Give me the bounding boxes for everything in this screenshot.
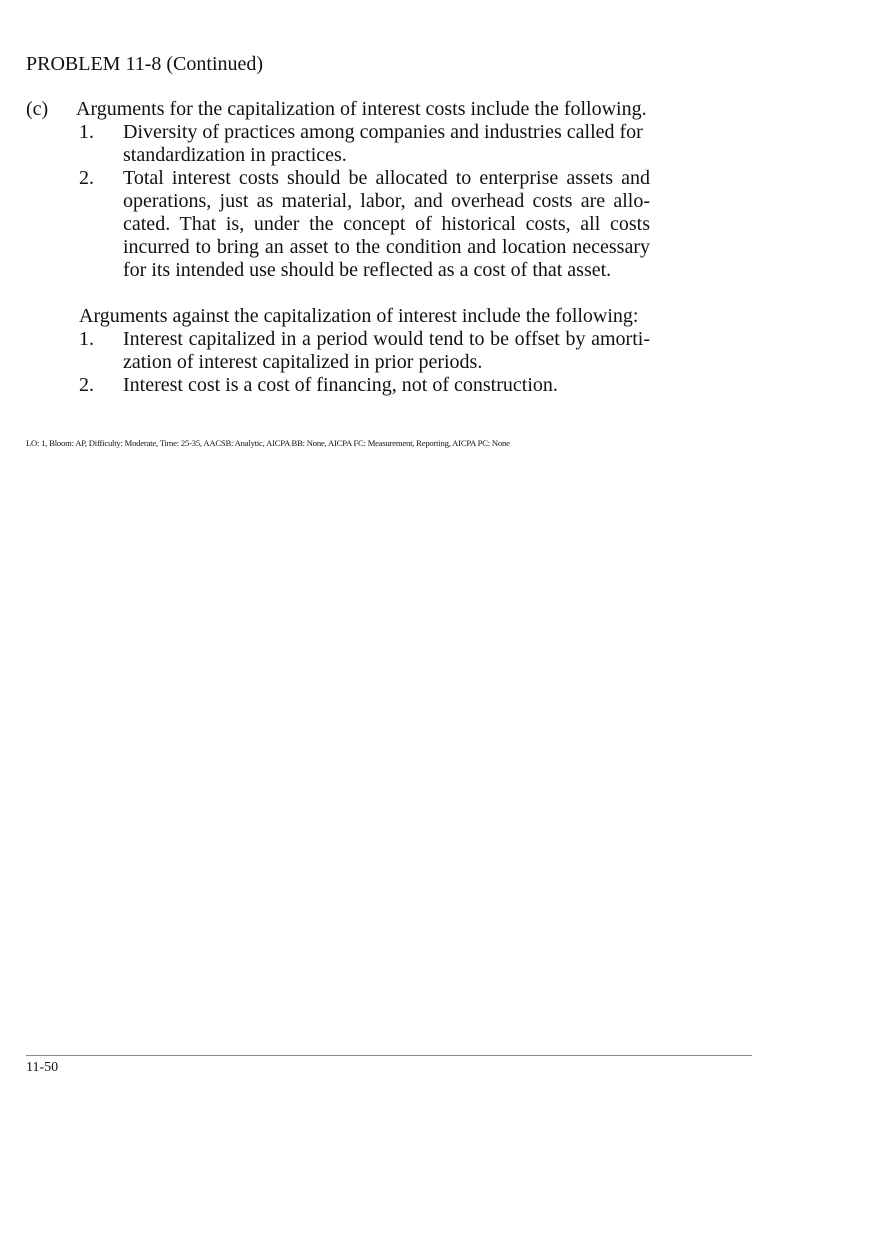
against-item-2 xyxy=(78,374,650,397)
metadata-footnote: LO: 1, Bloom: AP, Difficulty: Moderate, Time: 25-35, AACSB: Analytic, AICPA BB: None, AICPA FC: Measurement, Reporting, AICPA PC: None xyxy=(26,438,510,448)
part-marker: (c) xyxy=(26,98,49,120)
for-item-1 xyxy=(78,121,650,167)
list-number: 1. xyxy=(79,328,94,350)
list-number: 1. xyxy=(79,121,94,143)
paragraph-gap xyxy=(26,282,666,305)
for-item-2 xyxy=(78,167,650,282)
list-item-text: Interest cost is a cost of financing, not of construction. xyxy=(123,374,558,396)
list-item-text: Total interest costs should be allocated to enterprise assets and operations, just as material, labor, and overhead costs are allo-cated. That is, under the concept of historical costs, all costs incurred to bring an asset to the condition and location necessary for its intended use should be reflected as a cost of that asset. xyxy=(123,167,650,281)
against-intro-text: Arguments against the capitalization of interest include the following: xyxy=(79,305,639,327)
page-number: 11-50 xyxy=(26,1060,59,1075)
part-c-section xyxy=(26,98,666,397)
for-intro-text: Arguments for the capitalization of interest costs include the following. xyxy=(76,98,647,120)
list-item-text: Interest capitalized in a period would tend to be offset by amorti-zation of interest capitalized in prior periods. xyxy=(123,328,650,373)
page-title: PROBLEM 11-8 (Continued) xyxy=(26,53,264,75)
list-item-text: Diversity of practices among companies and industries called for standardization in practices. xyxy=(123,121,643,166)
list-number: 2. xyxy=(79,167,94,189)
footer-divider xyxy=(26,1055,752,1056)
for-intro-row xyxy=(26,98,666,121)
against-item-1 xyxy=(78,328,650,374)
list-number: 2. xyxy=(79,374,94,396)
against-intro-row xyxy=(26,305,666,328)
